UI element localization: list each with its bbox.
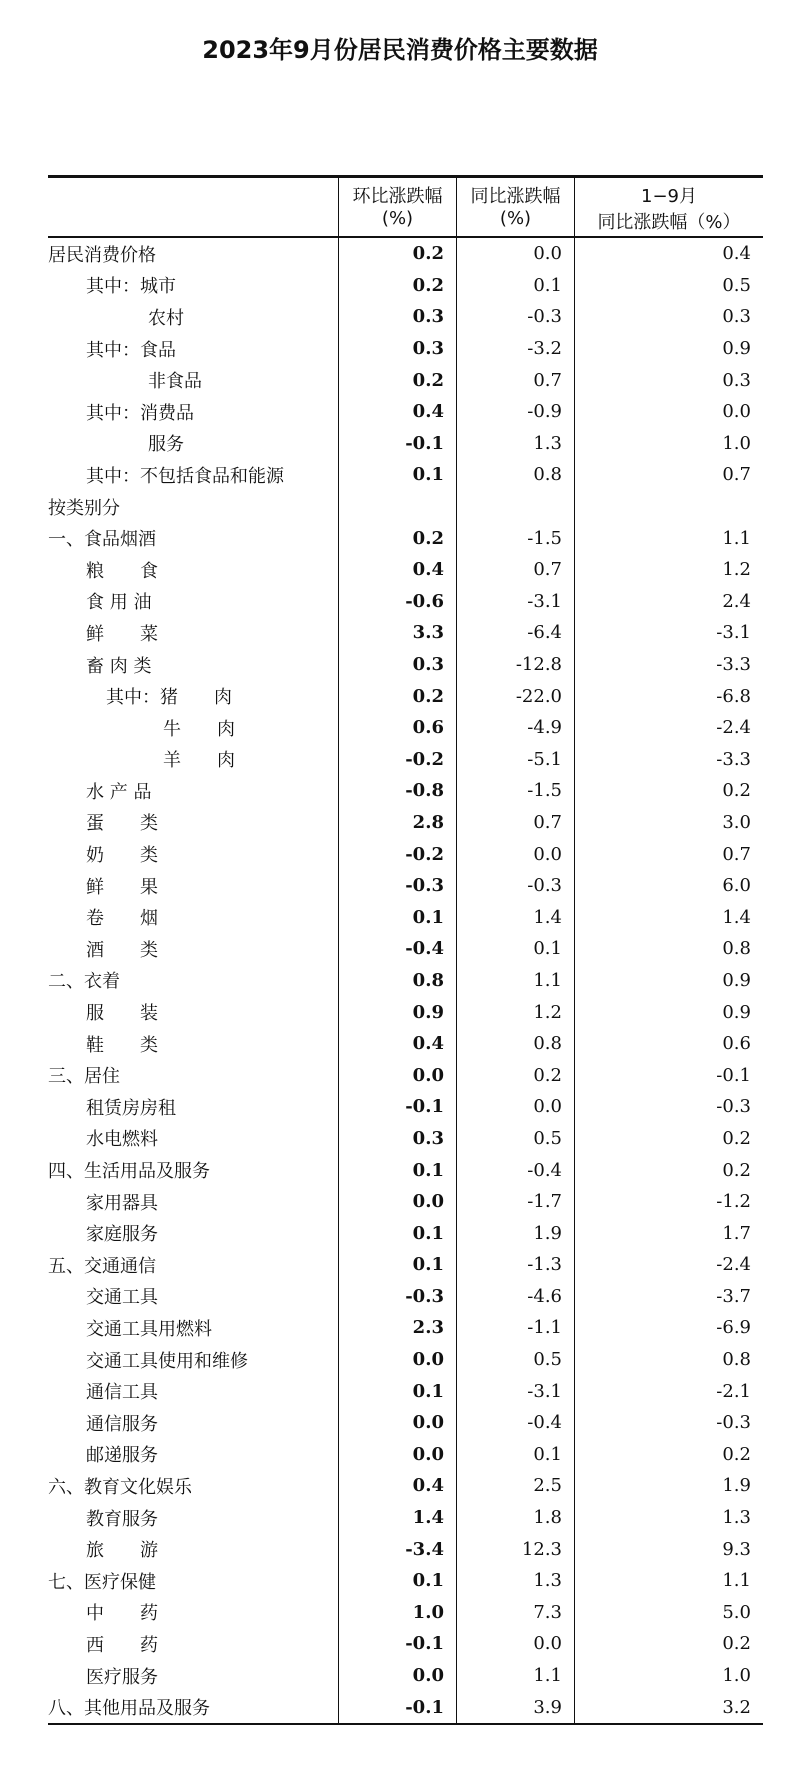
ytd-value: 1.4 xyxy=(575,901,764,933)
row-label: 奶 类 xyxy=(86,845,158,867)
mom-value: 0.4 xyxy=(339,1470,457,1502)
table-row xyxy=(48,807,763,839)
header-yoy: 同比涨跌幅 xyxy=(457,177,575,209)
table-row xyxy=(48,870,763,902)
mom-value: 0.1 xyxy=(339,459,457,491)
yoy-value: -3.1 xyxy=(457,586,575,618)
ytd-value: 3.2 xyxy=(575,1691,764,1724)
table-row xyxy=(48,364,763,396)
ytd-value: 0.4 xyxy=(575,237,764,270)
yoy-value: 0.5 xyxy=(457,1123,575,1155)
mom-value: -0.4 xyxy=(339,933,457,965)
ytd-value: -3.3 xyxy=(575,744,764,776)
yoy-value: -1.7 xyxy=(457,1186,575,1218)
yoy-value: 2.5 xyxy=(457,1470,575,1502)
ytd-value: 0.2 xyxy=(575,1123,764,1155)
mom-value: 0.0 xyxy=(339,1439,457,1471)
yoy-value: 12.3 xyxy=(457,1533,575,1565)
ytd-value: 1.3 xyxy=(575,1502,764,1534)
row-label: 西 药 xyxy=(86,1634,158,1656)
ytd-value: 6.0 xyxy=(575,870,764,902)
ytd-value: 0.2 xyxy=(575,1154,764,1186)
ytd-value: 1.7 xyxy=(575,1217,764,1249)
row-label: 蛋 类 xyxy=(86,813,158,835)
ytd-value: -2.1 xyxy=(575,1375,764,1407)
mom-value: 0.3 xyxy=(339,649,457,681)
mom-value: 0.1 xyxy=(339,1154,457,1186)
table-row xyxy=(48,522,763,554)
header-ytd-unit: 同比涨跌幅（%） xyxy=(575,208,764,237)
table-row xyxy=(48,775,763,807)
ytd-value: 0.8 xyxy=(575,1344,764,1376)
row-label: 其中：城市 xyxy=(86,276,176,298)
ytd-value: -3.3 xyxy=(575,649,764,681)
yoy-value: 0.0 xyxy=(457,1628,575,1660)
mom-value: 0.2 xyxy=(339,364,457,396)
mom-value: -0.1 xyxy=(339,1628,457,1660)
yoy-value: -0.3 xyxy=(457,870,575,902)
mom-value: 1.4 xyxy=(339,1502,457,1534)
yoy-value: -0.4 xyxy=(457,1154,575,1186)
row-label: 邮递服务 xyxy=(86,1445,158,1467)
table-row xyxy=(48,712,763,744)
yoy-value: 1.4 xyxy=(457,901,575,933)
row-label: 水电燃料 xyxy=(86,1129,158,1151)
row-label: 非食品 xyxy=(148,371,202,393)
mom-value: 0.3 xyxy=(339,333,457,365)
table-row xyxy=(48,838,763,870)
row-label: 农村 xyxy=(148,307,184,329)
table-row xyxy=(48,1312,763,1344)
yoy-value: -5.1 xyxy=(457,744,575,776)
table-row xyxy=(48,649,763,681)
table-row xyxy=(48,333,763,365)
table-row xyxy=(48,1470,763,1502)
mom-value: 2.3 xyxy=(339,1312,457,1344)
ytd-value: 1.1 xyxy=(575,522,764,554)
row-label: 卷 烟 xyxy=(86,908,158,930)
row-label: 畜 肉 类 xyxy=(86,655,152,677)
table-row xyxy=(48,744,763,776)
mom-value: -0.2 xyxy=(339,744,457,776)
yoy-value: 1.1 xyxy=(457,1660,575,1692)
mom-value: 0.4 xyxy=(339,396,457,428)
ytd-value: -6.9 xyxy=(575,1312,764,1344)
ytd-value: 1.2 xyxy=(575,554,764,586)
ytd-value: -0.3 xyxy=(575,1407,764,1439)
header-mom-unit: (%) xyxy=(339,208,457,237)
row-label: 水 产 品 xyxy=(86,781,152,803)
row-label: 交通工具使用和维修 xyxy=(86,1350,248,1372)
row-label: 粮 食 xyxy=(86,560,158,582)
header-blank-2 xyxy=(48,208,339,237)
row-label: 四、生活用品及服务 xyxy=(48,1161,210,1183)
mom-value: 0.2 xyxy=(339,680,457,712)
mom-value: 1.0 xyxy=(339,1597,457,1629)
table-row xyxy=(48,1502,763,1534)
ytd-value: 0.5 xyxy=(575,270,764,302)
row-label: 酒 类 xyxy=(86,939,158,961)
mom-value: -3.4 xyxy=(339,1533,457,1565)
ytd-value: 0.2 xyxy=(575,1439,764,1471)
ytd-value: 0.7 xyxy=(575,838,764,870)
table-row xyxy=(48,1154,763,1186)
yoy-value: 0.0 xyxy=(457,1091,575,1123)
ytd-value: 0.3 xyxy=(575,301,764,333)
ytd-value: 0.8 xyxy=(575,933,764,965)
ytd-value: -0.1 xyxy=(575,1059,764,1091)
mom-value: 0.1 xyxy=(339,1217,457,1249)
yoy-value: 1.2 xyxy=(457,996,575,1028)
yoy-value: 1.3 xyxy=(457,428,575,460)
table-row xyxy=(48,1123,763,1155)
mom-value: 0.4 xyxy=(339,1028,457,1060)
ytd-value: 0.2 xyxy=(575,1628,764,1660)
table-row xyxy=(48,1660,763,1692)
table-row xyxy=(48,996,763,1028)
yoy-value: 0.0 xyxy=(457,237,575,270)
row-label: 食 用 油 xyxy=(86,592,152,614)
table-row xyxy=(48,459,763,491)
header-ytd: 1−9月 xyxy=(575,177,764,209)
row-label: 其中：消费品 xyxy=(86,402,194,424)
ytd-value: 1.0 xyxy=(575,1660,764,1692)
ytd-value: 0.9 xyxy=(575,965,764,997)
mom-value: 0.2 xyxy=(339,522,457,554)
mom-value: 0.0 xyxy=(339,1186,457,1218)
table-row xyxy=(48,1407,763,1439)
ytd-value: 0.2 xyxy=(575,775,764,807)
mom-value: 0.0 xyxy=(339,1660,457,1692)
yoy-value: 0.7 xyxy=(457,807,575,839)
row-label: 五、交通通信 xyxy=(48,1255,156,1277)
yoy-value: 0.2 xyxy=(457,1059,575,1091)
table-row xyxy=(48,901,763,933)
mom-value: 0.2 xyxy=(339,237,457,270)
yoy-value: 1.3 xyxy=(457,1565,575,1597)
header-mom: 环比涨跌幅 xyxy=(339,177,457,209)
row-label: 居民消费价格 xyxy=(48,244,156,266)
row-label: 鲜 菜 xyxy=(86,623,158,645)
ytd-value: -6.8 xyxy=(575,680,764,712)
mom-value: 0.1 xyxy=(339,1249,457,1281)
table-row xyxy=(48,1628,763,1660)
mom-value: -0.8 xyxy=(339,775,457,807)
table-row xyxy=(48,491,763,523)
ytd-value: -1.2 xyxy=(575,1186,764,1218)
yoy-value: -0.9 xyxy=(457,396,575,428)
row-label: 六、教育文化娱乐 xyxy=(48,1476,192,1498)
ytd-value: -3.7 xyxy=(575,1281,764,1313)
yoy-value: -3.2 xyxy=(457,333,575,365)
table-row xyxy=(48,933,763,965)
yoy-value: -12.8 xyxy=(457,649,575,681)
mom-value: 0.0 xyxy=(339,1407,457,1439)
page-title: 2023年9月份居民消费价格主要数据 xyxy=(202,36,598,64)
mom-value: 0.1 xyxy=(339,1375,457,1407)
mom-value: 0.1 xyxy=(339,1565,457,1597)
row-label: 旅 游 xyxy=(86,1540,158,1562)
table-body xyxy=(48,237,763,1724)
ytd-value: 0.6 xyxy=(575,1028,764,1060)
yoy-value xyxy=(457,491,575,523)
row-label: 八、其他用品及服务 xyxy=(48,1691,339,1724)
yoy-value: -1.1 xyxy=(457,1312,575,1344)
ytd-value: -0.3 xyxy=(575,1091,764,1123)
mom-value: 2.8 xyxy=(339,807,457,839)
ytd-value: 0.7 xyxy=(575,459,764,491)
table-row xyxy=(48,1281,763,1313)
mom-value: 0.4 xyxy=(339,554,457,586)
yoy-value: 0.8 xyxy=(457,459,575,491)
yoy-value: 0.1 xyxy=(457,933,575,965)
row-label: 其中：不包括食品和能源 xyxy=(86,465,284,487)
table-row xyxy=(48,237,763,270)
table-row xyxy=(48,617,763,649)
ytd-value: 2.4 xyxy=(575,586,764,618)
yoy-value: 1.8 xyxy=(457,1502,575,1534)
table-row xyxy=(48,428,763,460)
yoy-value: 1.9 xyxy=(457,1217,575,1249)
yoy-value: 0.7 xyxy=(457,554,575,586)
mom-value xyxy=(339,491,457,523)
yoy-value: -22.0 xyxy=(457,680,575,712)
mom-value: -0.1 xyxy=(339,1091,457,1123)
yoy-value: -0.3 xyxy=(457,301,575,333)
ytd-value: 1.9 xyxy=(575,1470,764,1502)
mom-value: 3.3 xyxy=(339,617,457,649)
yoy-value: -1.3 xyxy=(457,1249,575,1281)
row-label: 其中：食品 xyxy=(86,339,176,361)
mom-value: -0.2 xyxy=(339,838,457,870)
yoy-value: 7.3 xyxy=(457,1597,575,1629)
yoy-value: -4.9 xyxy=(457,712,575,744)
ytd-value: 5.0 xyxy=(575,1597,764,1629)
row-label: 服 装 xyxy=(86,1003,158,1025)
cpi-data-table xyxy=(48,175,763,1725)
row-label: 中 药 xyxy=(86,1603,158,1625)
table-row xyxy=(48,1344,763,1376)
row-label: 交通工具 xyxy=(86,1287,158,1309)
row-label: 三、居住 xyxy=(48,1066,120,1088)
mom-value: 0.2 xyxy=(339,270,457,302)
row-label: 家庭服务 xyxy=(86,1224,158,1246)
mom-value: -0.6 xyxy=(339,586,457,618)
table-row xyxy=(48,301,763,333)
table-row xyxy=(48,965,763,997)
table-row xyxy=(48,1186,763,1218)
ytd-value: 9.3 xyxy=(575,1533,764,1565)
table-row xyxy=(48,1375,763,1407)
table-row xyxy=(48,1059,763,1091)
ytd-value: 1.1 xyxy=(575,1565,764,1597)
mom-value: 0.9 xyxy=(339,996,457,1028)
mom-value: 0.6 xyxy=(339,712,457,744)
yoy-value: -6.4 xyxy=(457,617,575,649)
table-row xyxy=(48,396,763,428)
row-label: 羊 肉 xyxy=(163,750,235,772)
mom-value: -0.3 xyxy=(339,1281,457,1313)
row-label: 其中：猪 肉 xyxy=(106,687,232,709)
table-row xyxy=(48,1597,763,1629)
header-yoy-unit: (%) xyxy=(457,208,575,237)
row-label: 一、食品烟酒 xyxy=(48,529,156,551)
ytd-value: -2.4 xyxy=(575,1249,764,1281)
yoy-value: 0.1 xyxy=(457,270,575,302)
ytd-value: 3.0 xyxy=(575,807,764,839)
mom-value: -0.1 xyxy=(339,428,457,460)
yoy-value: -3.1 xyxy=(457,1375,575,1407)
row-label: 牛 肉 xyxy=(163,718,235,740)
row-label: 通信服务 xyxy=(86,1413,158,1435)
table-row xyxy=(48,1439,763,1471)
ytd-value: 0.9 xyxy=(575,996,764,1028)
ytd-value: -2.4 xyxy=(575,712,764,744)
yoy-value: 0.0 xyxy=(457,838,575,870)
row-label: 服务 xyxy=(148,434,184,456)
mom-value: 0.3 xyxy=(339,301,457,333)
row-label: 鞋 类 xyxy=(86,1034,158,1056)
table-row xyxy=(48,1691,763,1724)
table-row xyxy=(48,1028,763,1060)
table-row xyxy=(48,680,763,712)
mom-value: 0.1 xyxy=(339,901,457,933)
table-row xyxy=(48,270,763,302)
yoy-value: 0.5 xyxy=(457,1344,575,1376)
ytd-value: 0.3 xyxy=(575,364,764,396)
row-label: 家用器具 xyxy=(86,1192,158,1214)
table-row xyxy=(48,1091,763,1123)
table-row xyxy=(48,1249,763,1281)
header-blank xyxy=(48,177,339,209)
mom-value: 0.3 xyxy=(339,1123,457,1155)
ytd-value: 0.9 xyxy=(575,333,764,365)
row-label: 医疗服务 xyxy=(86,1666,158,1688)
row-label: 租赁房房租 xyxy=(86,1097,176,1119)
row-label: 七、医疗保健 xyxy=(48,1571,156,1593)
yoy-value: -0.4 xyxy=(457,1407,575,1439)
yoy-value: -4.6 xyxy=(457,1281,575,1313)
ytd-value xyxy=(575,491,764,523)
ytd-value: 0.0 xyxy=(575,396,764,428)
ytd-value: -3.1 xyxy=(575,617,764,649)
row-label: 按类别分 xyxy=(48,497,120,519)
mom-value: 0.0 xyxy=(339,1344,457,1376)
row-label: 通信工具 xyxy=(86,1382,158,1404)
yoy-value: -1.5 xyxy=(457,775,575,807)
table-row xyxy=(48,586,763,618)
table-row xyxy=(48,554,763,586)
yoy-value: -1.5 xyxy=(457,522,575,554)
row-label: 二、衣着 xyxy=(48,971,120,993)
table-row xyxy=(48,1217,763,1249)
row-label: 教育服务 xyxy=(86,1508,158,1530)
mom-value: -0.3 xyxy=(339,870,457,902)
yoy-value: 3.9 xyxy=(457,1691,575,1724)
mom-value: 0.0 xyxy=(339,1059,457,1091)
yoy-value: 0.1 xyxy=(457,1439,575,1471)
yoy-value: 0.8 xyxy=(457,1028,575,1060)
table-row xyxy=(48,1533,763,1565)
row-label: 鲜 果 xyxy=(86,876,158,898)
mom-value: 0.8 xyxy=(339,965,457,997)
yoy-value: 1.1 xyxy=(457,965,575,997)
row-label: 交通工具用燃料 xyxy=(86,1318,212,1340)
ytd-value: 1.0 xyxy=(575,428,764,460)
table-row xyxy=(48,1565,763,1597)
mom-value: -0.1 xyxy=(339,1691,457,1724)
yoy-value: 0.7 xyxy=(457,364,575,396)
